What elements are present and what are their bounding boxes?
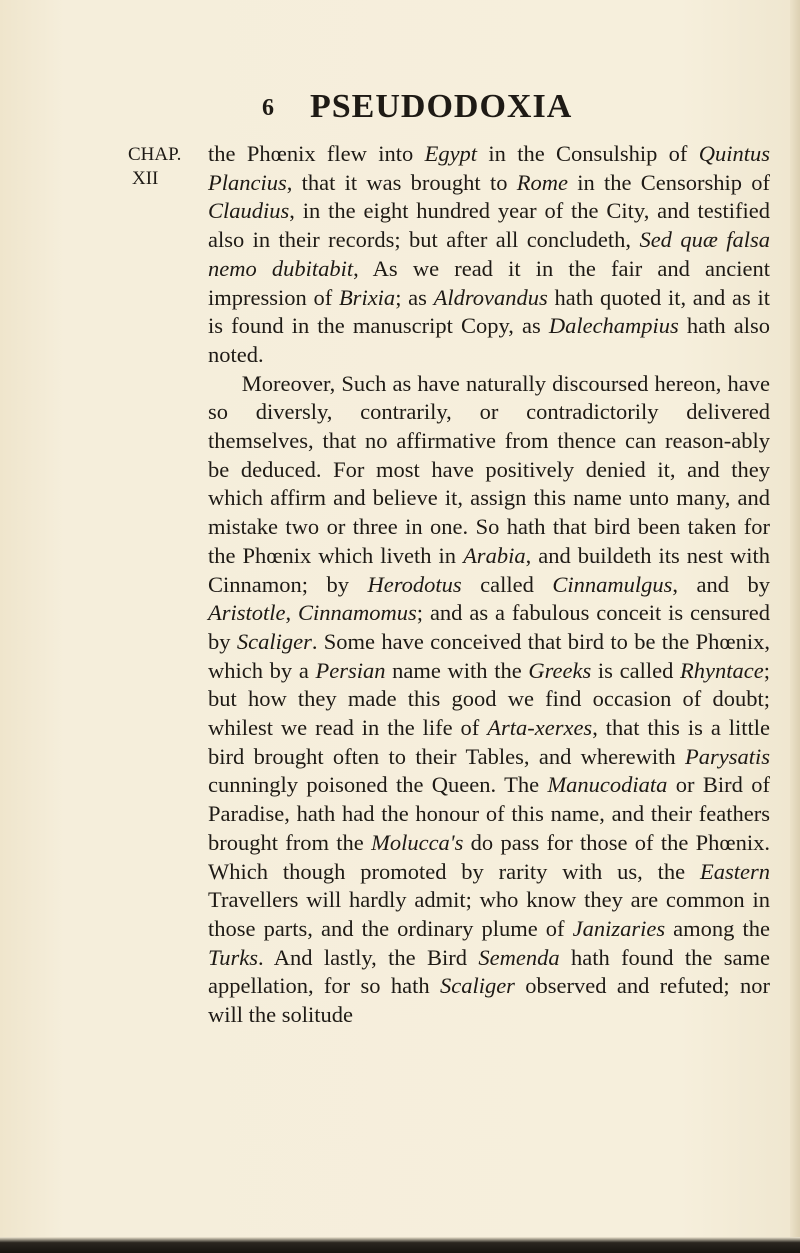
- text-run: in the Censorship of: [567, 169, 771, 195]
- page-edge: [790, 0, 800, 1253]
- text-run: the Phœnix flew into: [208, 141, 425, 166]
- italic-run: Scaliger: [439, 973, 515, 999]
- text-run: , in the eight hundred year of the City, and testified also in their records; but after all concludeth,: [208, 198, 770, 253]
- chapter-label: CHAP.: [128, 144, 182, 165]
- italic-run: Turks: [208, 944, 259, 970]
- text-run: ; as: [395, 284, 434, 310]
- italic-run: Egypt: [424, 141, 478, 166]
- italic-run: Manucodiata: [547, 772, 668, 798]
- text-run: , and buildeth its nest with Cinnamon; by: [208, 542, 771, 597]
- italic-run: Brixia: [338, 284, 396, 310]
- italic-run: Dalechampius: [548, 313, 679, 339]
- paragraph: [208, 140, 770, 370]
- italic-run: Claudius: [208, 198, 290, 224]
- italic-run: Cinnamulgus: [552, 571, 673, 597]
- body-text: [208, 140, 770, 1030]
- italic-run: Arta-xerxes: [487, 715, 593, 741]
- text-run: hath also noted.: [208, 313, 770, 367]
- italic-run: Arabia: [463, 542, 526, 568]
- text-run: Moreover, Such as have naturally discoursed hereon, have so diversly, contrarily, or contradictorily delivered themselves, that no affirmative from thence can reason-ably be deduced. For most have positively denied it, and they which affirm and believe it, assign this name unto many, and mistake two or three in one. So hath that bird been taken for the Phœnix which liveth in: [208, 370, 770, 568]
- italic-run: Cinnamomus: [298, 600, 417, 626]
- text-run: cunningly poisoned the Queen. The: [208, 772, 548, 798]
- italic-run: Semenda: [478, 944, 560, 970]
- chapter-marginal-note: [128, 143, 198, 191]
- text-run: , and by: [672, 571, 770, 597]
- italic-run: Sed quæ falsa nemo dubitabit: [208, 227, 770, 281]
- text-run: , that it was brought to: [286, 169, 517, 195]
- text-run: or Bird of Paradise, hath had the honour of this name, and their feathers brought from the: [208, 772, 770, 855]
- text-run: do pass for those of the Phœnix. Which though promoted by rarity with us, the: [208, 829, 771, 884]
- text-run: name with the: [385, 657, 529, 683]
- text-run: ; but how they made this good we find occasion of doubt; whilest we read in the life of: [208, 657, 770, 741]
- text-run: Travellers will hardly admit; who know they are common in those parts, and the ordinary plume of: [208, 887, 770, 941]
- italic-run: Rome: [516, 169, 568, 195]
- italic-run: Aldrovandus: [433, 284, 548, 310]
- italic-run: Herodotus: [367, 571, 462, 597]
- text-run: observed and refuted; nor will the solitude: [208, 973, 770, 1028]
- text-run: ; and as a fabulous conceit is censured by: [208, 600, 770, 654]
- text-run: in the Consulship of: [477, 141, 699, 166]
- text-run: ,: [285, 600, 299, 626]
- text-run: , As we read it in the fair and ancient impression of: [208, 255, 770, 310]
- page-header: [0, 88, 800, 132]
- chapter-number: XII: [132, 168, 159, 189]
- text-run: hath quoted it, and as it is found in the manuscript Copy, as: [208, 284, 770, 339]
- italic-run: Parysatis: [684, 743, 770, 769]
- text-run: . Some have conceived that bird to be the Phœnix, which by a: [208, 628, 770, 683]
- text-run: . And lastly, the Bird: [258, 944, 479, 970]
- italic-run: Greeks: [528, 657, 592, 683]
- italic-run: Molucca's: [371, 829, 464, 855]
- text-run: is called: [591, 657, 680, 683]
- italic-run: Persian: [315, 657, 386, 683]
- italic-run: Aristotle: [208, 600, 286, 626]
- italic-run: Scaliger: [236, 628, 312, 654]
- text-run: , that this is a little bird brought often to their Tables, and wherewith: [208, 715, 770, 769]
- text-run: called: [461, 571, 553, 597]
- page-number: 6: [262, 95, 274, 121]
- paragraph: [208, 370, 770, 1030]
- text-run: among the: [665, 915, 770, 941]
- italic-run: Janizaries: [572, 915, 666, 941]
- italic-run: Rhyntace: [680, 657, 764, 683]
- italic-run: Eastern: [700, 858, 770, 884]
- bottom-border: [0, 1237, 800, 1253]
- text-run: hath found the same appellation, for so hath: [208, 944, 770, 999]
- running-title: PSEUDODOXIA: [310, 88, 573, 125]
- italic-run: Quintus Plancius: [208, 141, 770, 195]
